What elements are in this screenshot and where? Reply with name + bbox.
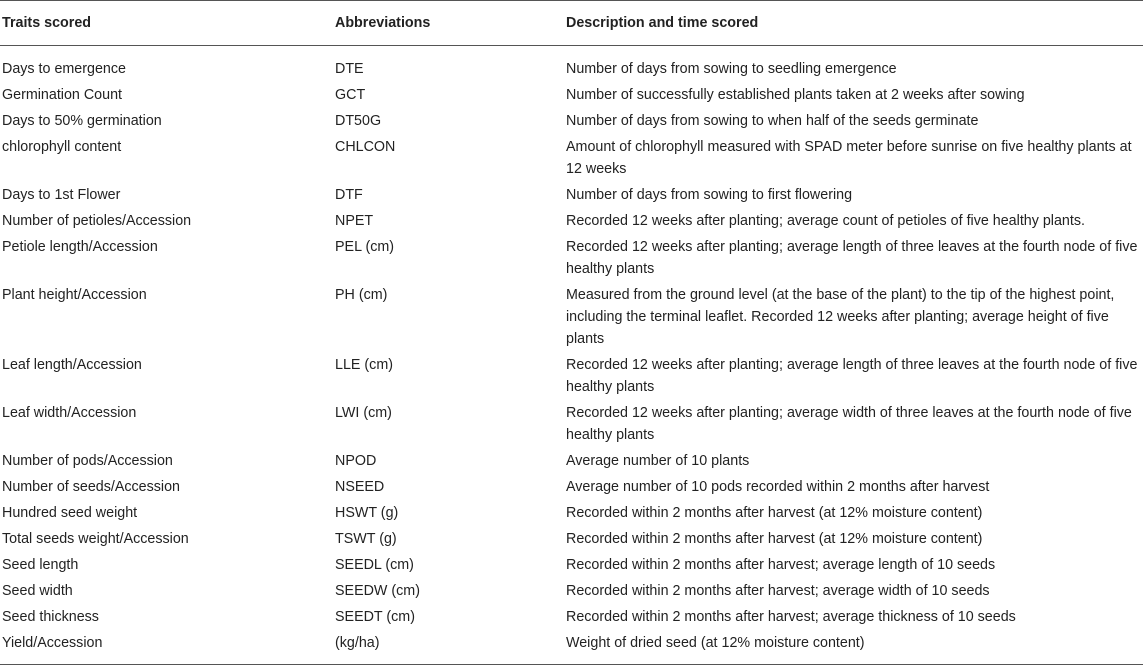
abbreviation-cell: LLE (cm) [335, 357, 393, 373]
table-row [0, 110, 1143, 136]
description-cell: Recorded within 2 months after harvest (at 12% moisture content) [566, 531, 983, 547]
trait-cell: Seed length [2, 557, 79, 573]
description-cell: Number of successfully established plants taken at 2 weeks after sowing [566, 87, 1025, 103]
table-row [0, 284, 1143, 354]
description-cell: Weight of dried seed (at 12% moisture content) [566, 632, 1143, 665]
header-description: Description and time scored [566, 1, 1143, 46]
trait-cell: chlorophyll content [2, 139, 122, 155]
abbreviation-cell: NPET [335, 213, 374, 229]
description-cell: Recorded 12 weeks after planting; average count of petioles of five healthy plants. [566, 213, 1085, 229]
description-cell: Measured from the ground level (at the base of the plant) to the tip of the highest point, including the terminal leaflet. Recorded 12 weeks after planting; average height of five plants [566, 287, 1115, 347]
abbreviation-cell: DTE [335, 61, 364, 77]
trait-cell: Germination Count [2, 87, 122, 103]
table-row [0, 632, 1143, 665]
abbreviation-cell: HSWT (g) [335, 505, 399, 521]
trait-cell: Days to emergence [2, 61, 126, 77]
description-cell: Number of days from sowing to seedling emergence [566, 61, 897, 77]
description-cell: Recorded 12 weeks after planting; average length of three leaves at the fourth node of five healthy plants [566, 239, 1138, 277]
abbreviation-cell: SEEDW (cm) [335, 583, 420, 599]
abbreviation-cell: DTF [335, 187, 363, 203]
description-cell: Recorded within 2 months after harvest; average thickness of 10 seeds [566, 609, 1016, 625]
abbreviation-cell: LWI (cm) [335, 405, 392, 421]
trait-cell: Number of petioles/Accession [2, 213, 192, 229]
abbreviation-cell: DT50G [335, 113, 382, 129]
trait-cell: Days to 50% germination [2, 113, 162, 129]
table-row [0, 528, 1143, 554]
table-row [0, 84, 1143, 110]
description-cell: Recorded 12 weeks after planting; average width of three leaves at the fourth node of five healthy plants [566, 405, 1132, 443]
description-cell: Average number of 10 plants [566, 453, 750, 469]
trait-cell: Leaf width/Accession [2, 405, 137, 421]
description-cell: Amount of chlorophyll measured with SPAD meter before sunrise on five healthy plants at 12 weeks [566, 139, 1132, 177]
table-body [0, 46, 1143, 665]
description-cell: Number of days from sowing to when half of the seeds germinate [566, 113, 979, 129]
abbreviation-cell: (kg/ha) [333, 632, 566, 665]
table-row [0, 136, 1143, 184]
table-row [0, 450, 1143, 476]
trait-cell: Total seeds weight/Accession [2, 531, 189, 547]
trait-cell: Yield/Accession [0, 632, 333, 665]
trait-cell: Plant height/Accession [2, 287, 147, 303]
abbreviation-cell: PH (cm) [335, 287, 388, 303]
description-cell: Recorded within 2 months after harvest; average width of 10 seeds [566, 583, 990, 599]
abbreviation-cell: GCT [335, 87, 366, 103]
abbreviation-cell: TSWT (g) [335, 531, 397, 547]
table-row [0, 46, 1143, 85]
trait-cell: Hundred seed weight [2, 505, 138, 521]
header-traits-scored: Traits scored [0, 1, 333, 46]
trait-cell: Number of pods/Accession [2, 453, 173, 469]
table-row [0, 184, 1143, 210]
trait-cell: Number of seeds/Accession [2, 479, 180, 495]
table-header [0, 1, 1143, 46]
table-row [0, 502, 1143, 528]
table-row [0, 554, 1143, 580]
description-cell: Recorded within 2 months after harvest (at 12% moisture content) [566, 505, 983, 521]
description-cell: Number of days from sowing to first flowering [566, 187, 853, 203]
table-row [0, 580, 1143, 606]
table-row [0, 402, 1143, 450]
table-row [0, 606, 1143, 632]
abbreviation-cell: SEEDT (cm) [335, 609, 415, 625]
trait-cell: Leaf length/Accession [2, 357, 142, 373]
abbreviation-cell: CHLCON [335, 139, 396, 155]
table-row [0, 476, 1143, 502]
trait-cell: Seed width [2, 583, 73, 599]
table-row [0, 354, 1143, 402]
abbreviation-cell: SEEDL (cm) [335, 557, 414, 573]
abbreviation-cell: NSEED [335, 479, 385, 495]
description-cell: Average number of 10 pods recorded within 2 months after harvest [566, 479, 990, 495]
description-cell: Recorded within 2 months after harvest; average length of 10 seeds [566, 557, 996, 573]
trait-cell: Days to 1st Flower [2, 187, 121, 203]
trait-cell: Petiole length/Accession [2, 239, 158, 255]
trait-cell: Seed thickness [2, 609, 99, 625]
description-cell: Recorded 12 weeks after planting; average length of three leaves at the fourth node of five healthy plants [566, 357, 1138, 395]
abbreviation-cell: PEL (cm) [335, 239, 395, 255]
table-row [0, 210, 1143, 236]
abbreviation-cell: NPOD [335, 453, 377, 469]
header-abbreviations: Abbreviations [333, 1, 566, 46]
table-row [0, 236, 1143, 284]
header-row [0, 1, 1143, 46]
